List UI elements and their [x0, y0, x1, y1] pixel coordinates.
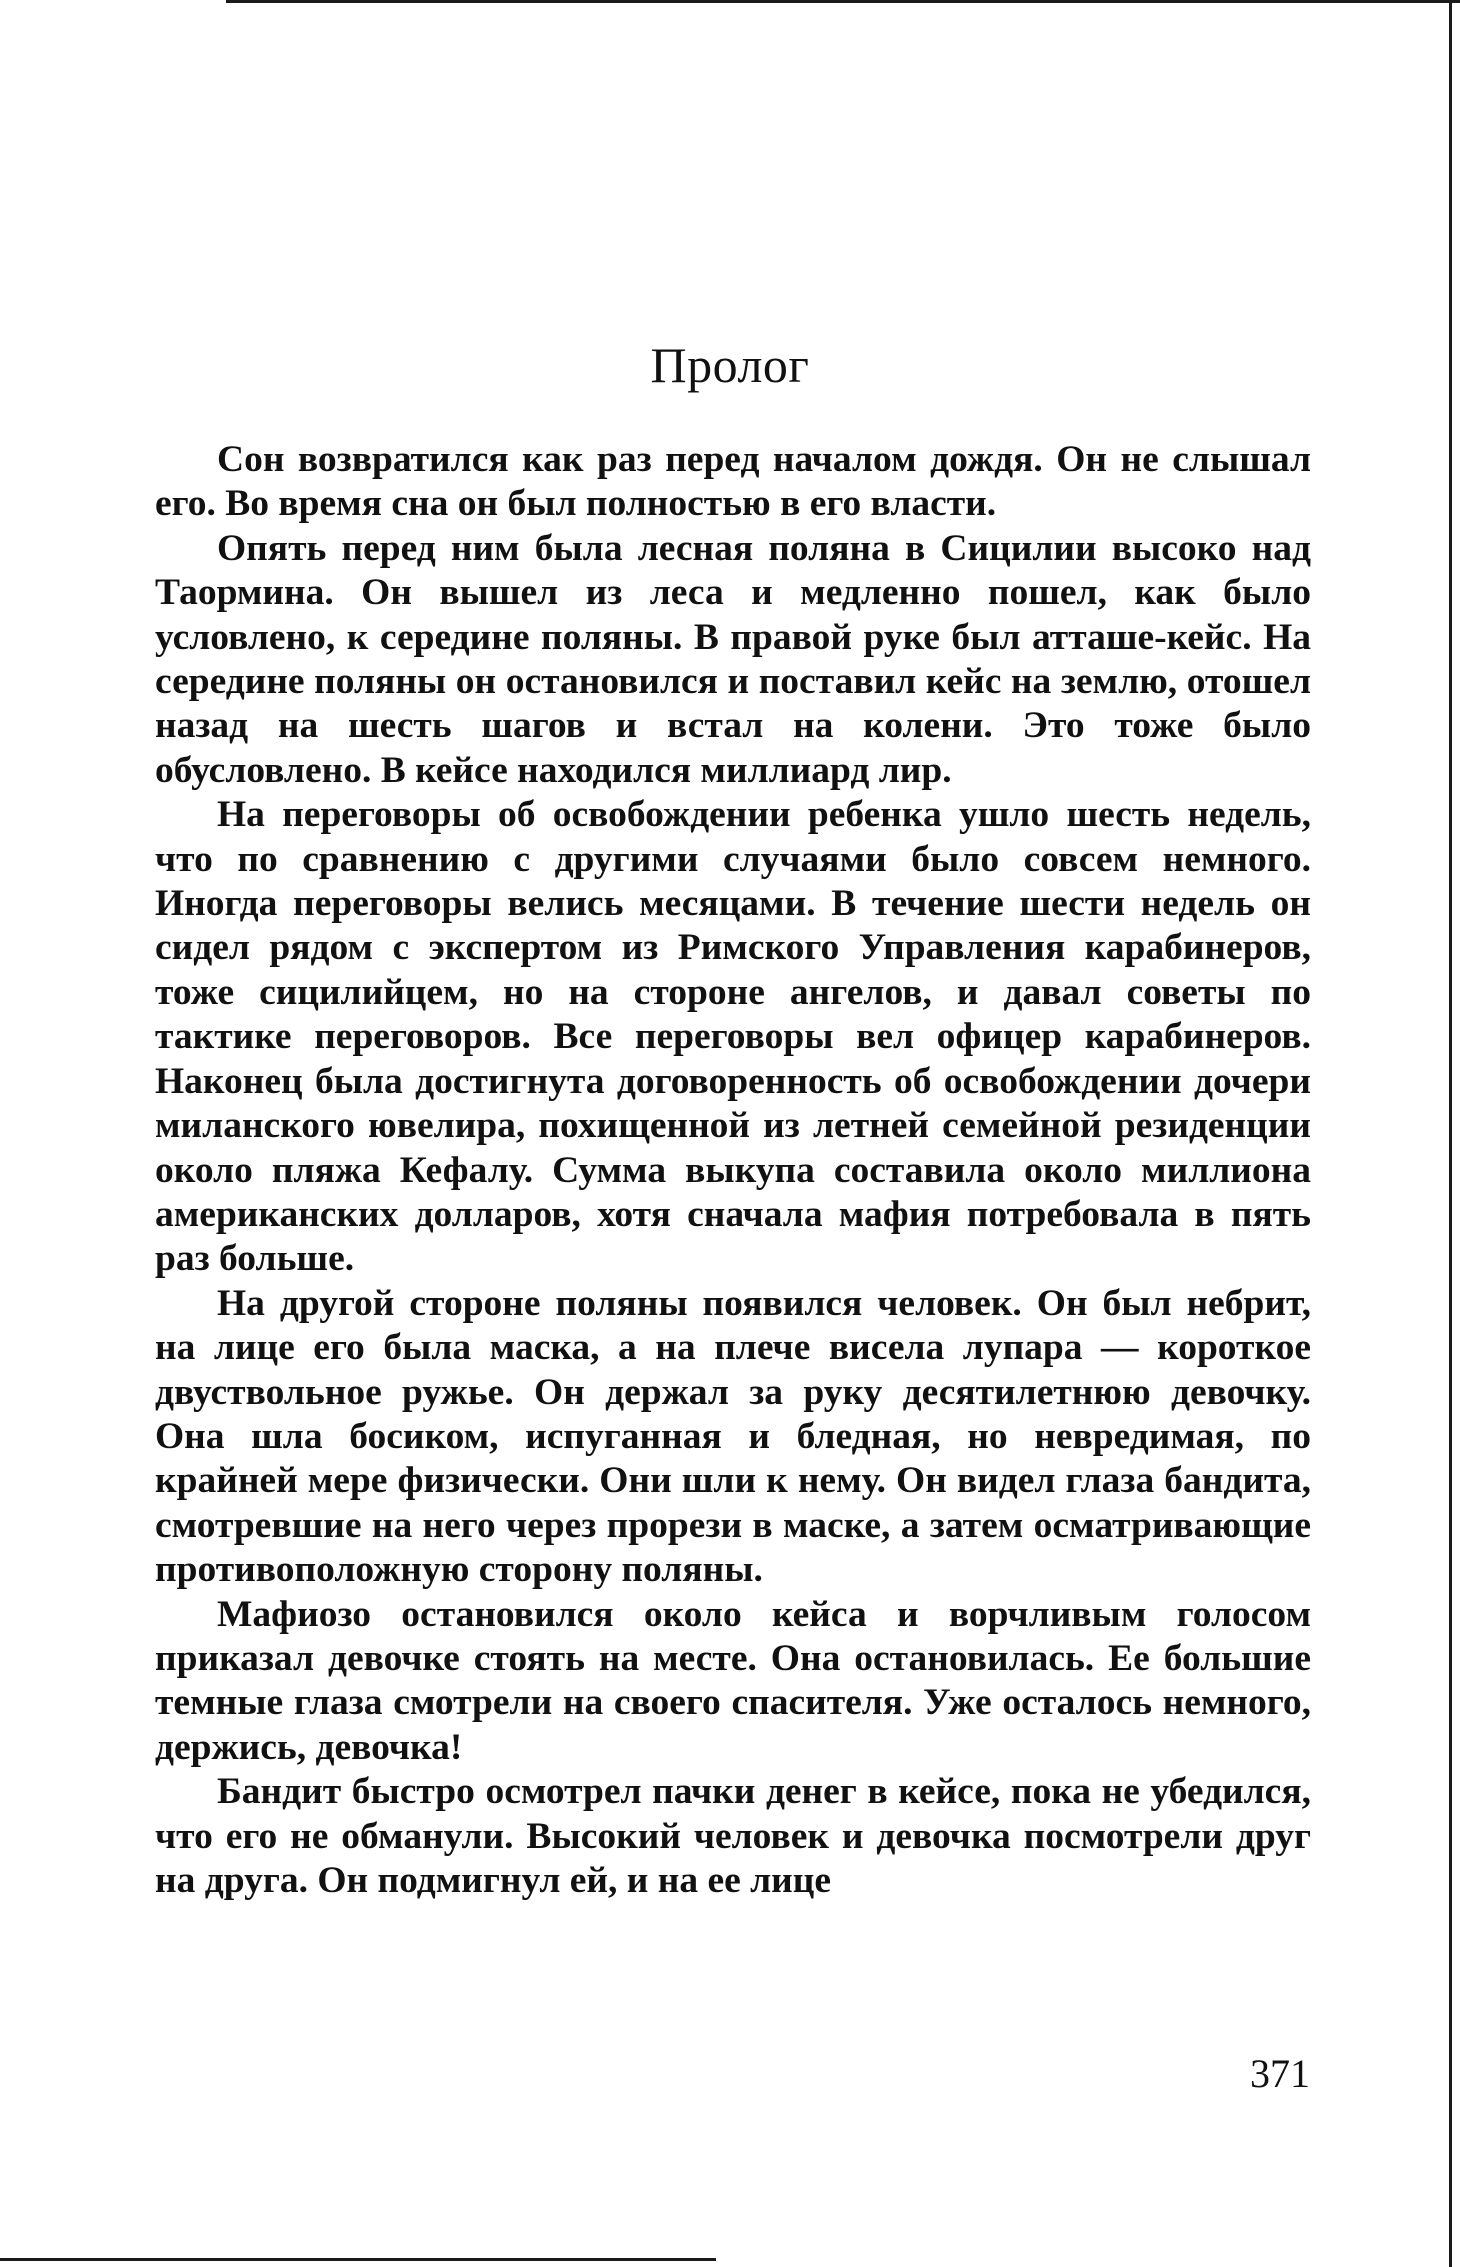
scan-edge-top [226, 0, 1460, 3]
paragraph: Бандит быстро осмотрел пачки денег в кейсе, пока не убедился, что его не обманули. Высокий человек и девочка посмотрели друг на друга. Он подмигнул ей, и на ее лице [155, 1771, 1311, 1901]
page-number: 371 [1250, 2051, 1310, 2096]
paragraph: На другой стороне поляны появился человек. Он был небрит, на лице его была маска, а на плече висела лупара — короткое двуствольное ружье. Он держал за руку десятилетнюю девочку. Она шла босиком, испуганная и бледная, но невредимая, по крайней мере физически. Они шли к нему. Он видел глаза бандита, смотревшие на него через прорези в маске, а затем осматривающие противоположную сторону поляны. [155, 1282, 1311, 1591]
body-text [155, 438, 1311, 1903]
paragraph: На переговоры об освобождении ребенка ушло шесть недель, что по сравнению с другими случаями было совсем немного. Иногда переговоры велись месяцами. В течение шести недель он сидел рядом с экспертом из Римского Управления карабинеров, тоже сицилийцем, но на стороне ангелов, и давал советы по тактике переговоров. Все переговоры вел офицер карабинеров. Наконец была достигнута договоренность об освобождении дочери миланского ювелира, похищенной из летней семейной резиденции около пляжа Кефалу. Сумма выкупа составила около миллиона американских долларов, хотя сначала мафия потребовала в пять раз больше. [155, 794, 1311, 1280]
paragraph: Опять перед ним была лесная поляна в Сицилии высоко над Таормина. Он вышел из леса и медленно пошел, как было условлено, к середине поляны. В правой руке был атташе-кейс. На середине поляны он остановился и поставил кейс на землю, отошел назад на шесть шагов и встал на колени. Это тоже было обусловлено. В кейсе находился миллиард лир. [155, 527, 1311, 791]
scan-edge-bottom [0, 2258, 716, 2261]
chapter-title: Пролог [650, 337, 810, 393]
paragraph: Сон возвратился как раз перед началом дождя. Он не слышал его. Во время сна он был полностью в его власти. [155, 439, 1311, 525]
paragraph: Мафиозо остановился около кейса и ворчливым голосом приказал девочке стоять на месте. Она остановилась. Ее большие темные глаза смотрели на своего спасителя. Уже осталось немного, держись, девочка! [155, 1593, 1311, 1768]
